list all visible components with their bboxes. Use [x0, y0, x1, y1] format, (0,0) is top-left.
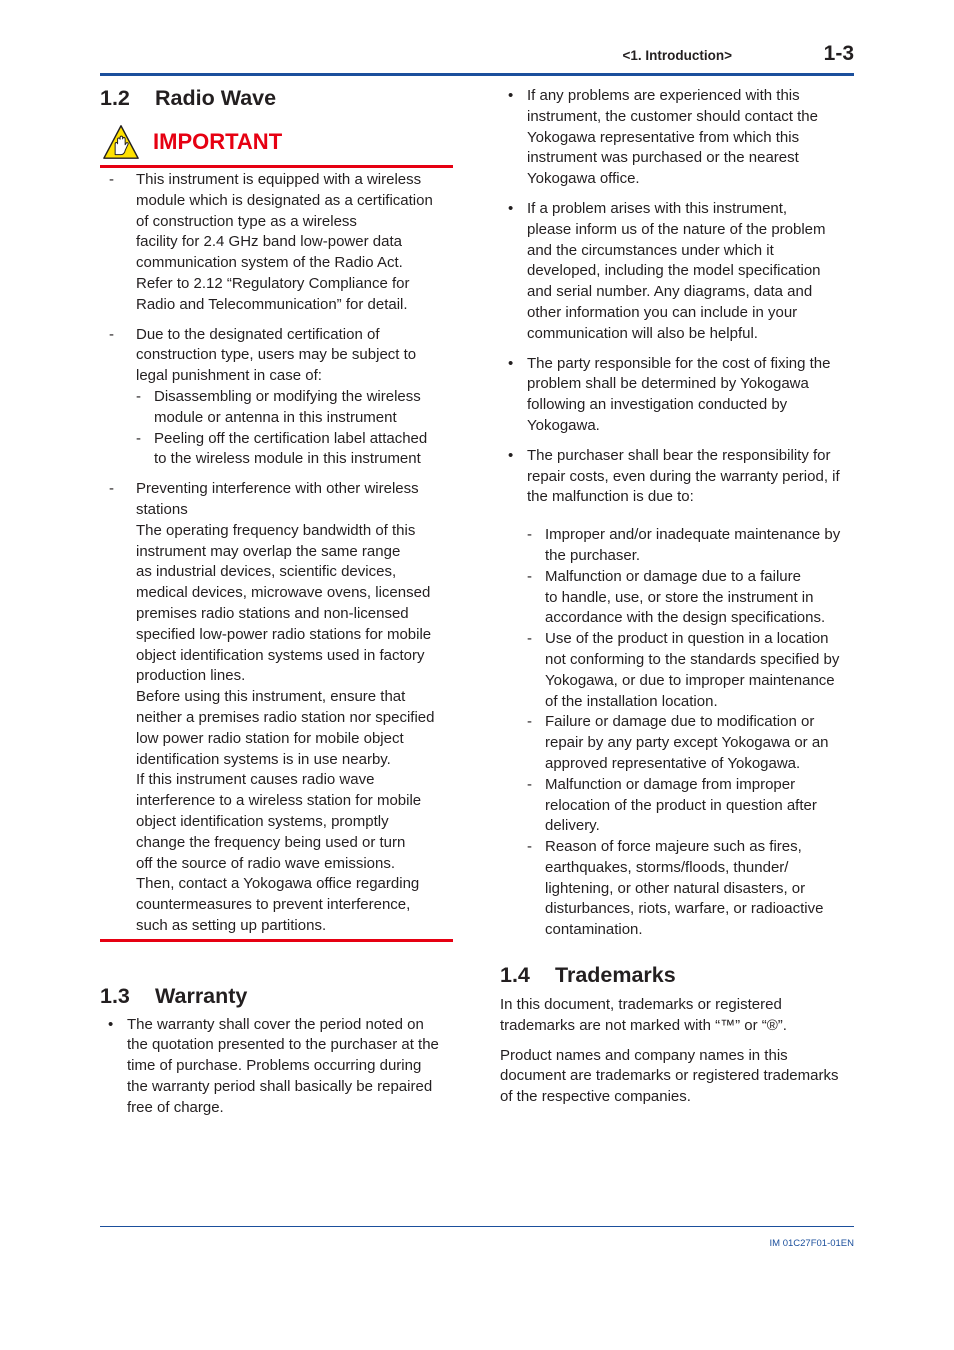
section-heading-trademarks [500, 961, 854, 989]
text-line: time of purchase. Problems occurring during [127, 1057, 422, 1075]
bullet-marker: • [508, 446, 514, 464]
section-title: Radio Wave [155, 86, 277, 110]
text-line: other information you can include in your [527, 303, 798, 321]
text-line: This instrument is equipped with a wireless [136, 171, 422, 188]
important-bottom-rule [100, 939, 453, 942]
bullet-marker: • [108, 1015, 114, 1033]
text-line: Failure or damage due to modification or [545, 713, 815, 731]
text-line: the purchaser. [545, 546, 641, 564]
text-line: the quotation presented to the purchaser at the [127, 1036, 439, 1054]
dash-marker: - [136, 429, 141, 447]
list-item [100, 170, 456, 316]
document-number: IM 01C27F01-01EN [769, 1238, 854, 1249]
dash-marker: - [527, 567, 532, 585]
text-line: repair by any party except Yokogawa or an [545, 734, 829, 752]
item-text [527, 446, 854, 508]
text-line: instrument, the customer should contact the [527, 107, 818, 125]
page-number: 1-3 [823, 42, 854, 65]
left-column [100, 84, 456, 1119]
text-line: object identification systems used in factory [136, 646, 425, 664]
sub-list-item [136, 429, 456, 471]
text-line: legal punishment in case of: [136, 367, 322, 385]
text-line: to the wireless module in this instrument [154, 450, 421, 468]
dash-marker: - [527, 838, 532, 856]
text-line: In this document, trademarks or registered [500, 996, 782, 1014]
list-item [100, 1015, 456, 1119]
text-line: such as setting up partitions. [136, 916, 327, 934]
bullet-marker: • [508, 199, 514, 217]
sub-item-text [545, 837, 854, 941]
item-text [136, 325, 456, 471]
list-item [500, 86, 854, 190]
text-line: Radio and Telecommunication” for detail. [136, 295, 408, 313]
list-item [500, 354, 854, 437]
warranty-list [100, 1015, 456, 1119]
text-line: If any problems are experienced with this [527, 87, 800, 104]
text-line: medical devices, microwave ovens, licensed [136, 584, 431, 602]
header-chapter: <1. Introduction> [622, 48, 732, 63]
text-line: and the circumstances under which it [527, 241, 774, 259]
footer-rule [100, 1226, 854, 1227]
section-number: 1.4 [500, 963, 530, 988]
item-text [136, 479, 456, 937]
text-line: free of charge. [127, 1098, 224, 1116]
sub-item-text [545, 712, 854, 774]
text-line: problem shall be determined by Yokogawa [527, 375, 809, 393]
text-line: trademarks are not marked with “™” or “®”. [500, 1016, 787, 1034]
text-line: communication system of the Radio Act. [136, 254, 403, 272]
sub-list-item [500, 775, 854, 837]
sub-list-item [500, 629, 854, 712]
dash-marker: - [136, 387, 141, 405]
text-line: Then, contact a Yokogawa office regarding [136, 875, 420, 893]
text-line: earthquakes, storms/floods, thunder/ [545, 858, 789, 876]
text-line: Use of the product in question in a location [545, 630, 829, 648]
sub-list-item [500, 567, 854, 629]
text-line: module or antenna in this instrument [154, 408, 397, 426]
text-line: accordance with the design specifications. [545, 609, 826, 627]
text-line: identification systems is in use nearby. [136, 750, 391, 768]
text-line: change the frequency being used or turn [136, 833, 406, 851]
text-line: the malfunction is due to: [527, 488, 694, 506]
text-line: Yokogawa. [527, 416, 600, 434]
text-line: please inform us of the nature of the problem [527, 220, 826, 238]
section-heading-radio-wave [100, 84, 456, 112]
text-line: countermeasures to prevent interference, [136, 896, 411, 914]
radio-wave-list [100, 170, 456, 937]
text-line: Reason of force majeure such as fires, [545, 838, 802, 856]
text-line: not conforming to the standards specified by [545, 650, 840, 668]
section-title: Trademarks [555, 963, 676, 988]
text-line: neither a premises radio station nor specified [136, 708, 435, 726]
sub-item-text [154, 429, 456, 471]
text-line: communication will also be helpful. [527, 324, 758, 342]
dash-marker: - [527, 713, 532, 731]
text-line: premises radio stations and non-licensed [136, 604, 409, 622]
text-line: The party responsible for the cost of fixing the [527, 354, 831, 372]
dash-marker: - [527, 775, 532, 793]
text-line: If a problem arises with this instrument, [527, 199, 788, 217]
text-line: Refer to 2.12 “Regulatory Compliance for [136, 274, 410, 292]
text-line: Due to the designated certification of [136, 325, 380, 343]
section-number: 1.2 [100, 86, 130, 110]
item-text [127, 1015, 456, 1119]
text-line: and serial number. Any diagrams, data and [527, 283, 813, 301]
text-line: instrument was purchased or the nearest [527, 149, 799, 167]
text-line: production lines. [136, 667, 246, 685]
text-line: The operating frequency bandwidth of this [136, 521, 416, 539]
warranty-list-continued [500, 86, 854, 508]
sub-list-item [500, 837, 854, 941]
item-text [527, 86, 854, 190]
important-top-rule [100, 165, 453, 168]
text-line: low power radio station for mobile object [136, 729, 404, 747]
sub-list-item [500, 525, 854, 567]
section-number: 1.3 [100, 983, 130, 1008]
dash-marker: - [109, 325, 114, 343]
text-line: Before using this instrument, ensure that [136, 688, 406, 706]
sub-item-text [545, 567, 854, 629]
trademarks-body [500, 995, 854, 1108]
text-line: stations [136, 500, 188, 518]
text-line: developed, including the model specification [527, 262, 821, 280]
sub-item-text [545, 525, 854, 567]
dash-marker: - [527, 526, 532, 544]
item-text [136, 170, 456, 316]
sub-item-text [545, 775, 854, 837]
text-line: of the installation location. [545, 692, 718, 710]
text-line: Malfunction or damage due to a failure [545, 567, 801, 585]
warranty-conditions-list [500, 525, 854, 941]
text-line: interference to a wireless station for mobile [136, 792, 422, 810]
sub-item-text [545, 629, 854, 712]
text-line: Yokogawa, or due to improper maintenance [545, 671, 835, 689]
list-item [100, 479, 456, 937]
dash-marker: - [109, 480, 114, 498]
text-line: module which is designated as a certification [136, 191, 433, 209]
text-line: as industrial devices, scientific devices, [136, 563, 397, 581]
paragraph [500, 995, 854, 1037]
text-line: approved representative of Yokogawa. [545, 754, 801, 772]
header-rule [100, 73, 854, 76]
section-heading-warranty [100, 982, 456, 1010]
text-line: Yokogawa representative from which this [527, 128, 800, 146]
text-line: The purchaser shall bear the responsibility for [527, 446, 831, 464]
item-text [527, 199, 854, 345]
text-line: to handle, use, or store the instrument in [545, 588, 814, 606]
text-line: Product names and company names in this [500, 1046, 788, 1064]
text-line: If this instrument causes radio wave [136, 771, 375, 789]
text-line: the warranty period shall basically be repaired [127, 1078, 433, 1096]
text-line: off the source of radio wave emissions. [136, 854, 396, 872]
list-item [100, 325, 456, 471]
dash-marker: - [109, 171, 114, 188]
spacer [500, 508, 854, 525]
text-line: The warranty shall cover the period noted on [127, 1015, 424, 1033]
sub-item-text [154, 387, 456, 429]
text-line: object identification systems, promptly [136, 812, 389, 830]
right-column [500, 86, 854, 1108]
item-text [527, 354, 854, 437]
section-title: Warranty [155, 983, 248, 1008]
text-line: delivery. [545, 817, 600, 835]
sub-list-item [136, 387, 456, 429]
dash-marker: - [527, 630, 532, 648]
text-line: of the respective companies. [500, 1088, 691, 1106]
text-line: following an investigation conducted by [527, 396, 788, 414]
text-line: disturbances, riots, warfare, or radioactive [545, 900, 824, 918]
text-line: contamination. [545, 921, 643, 939]
text-line: document are trademarks or registered trademarks [500, 1067, 839, 1085]
text-line: specified low-power radio stations for mobile [136, 625, 432, 643]
text-line: Peeling off the certification label attached [154, 429, 428, 447]
text-line: relocation of the product in question after [545, 796, 817, 814]
text-line: instrument may overlap the same range [136, 542, 401, 560]
text-line: of construction type as a wireless [136, 212, 357, 230]
text-line: repair costs, even during the warranty period, if [527, 467, 840, 485]
text-line: facility for 2.4 GHz band low-power data [136, 233, 402, 251]
text-line: construction type, users may be subject to [136, 346, 417, 364]
text-line: Improper and/or inadequate maintenance by [545, 526, 841, 544]
bullet-marker: • [508, 354, 514, 372]
text-line: Yokogawa office. [527, 170, 640, 188]
bullet-marker: • [508, 87, 514, 104]
list-item [500, 199, 854, 345]
text-line: Disassembling or modifying the wireless [154, 387, 421, 405]
raised-hand-warning-icon [103, 124, 139, 160]
text-line: lightening, or other natural disasters, or [545, 879, 806, 897]
important-callout [100, 122, 456, 162]
important-label: IMPORTANT [153, 128, 283, 154]
paragraph [500, 1046, 854, 1108]
text-line: Malfunction or damage from improper [545, 775, 796, 793]
text-line: Preventing interference with other wireless [136, 480, 419, 498]
list-item [500, 446, 854, 508]
sub-list-item [500, 712, 854, 774]
